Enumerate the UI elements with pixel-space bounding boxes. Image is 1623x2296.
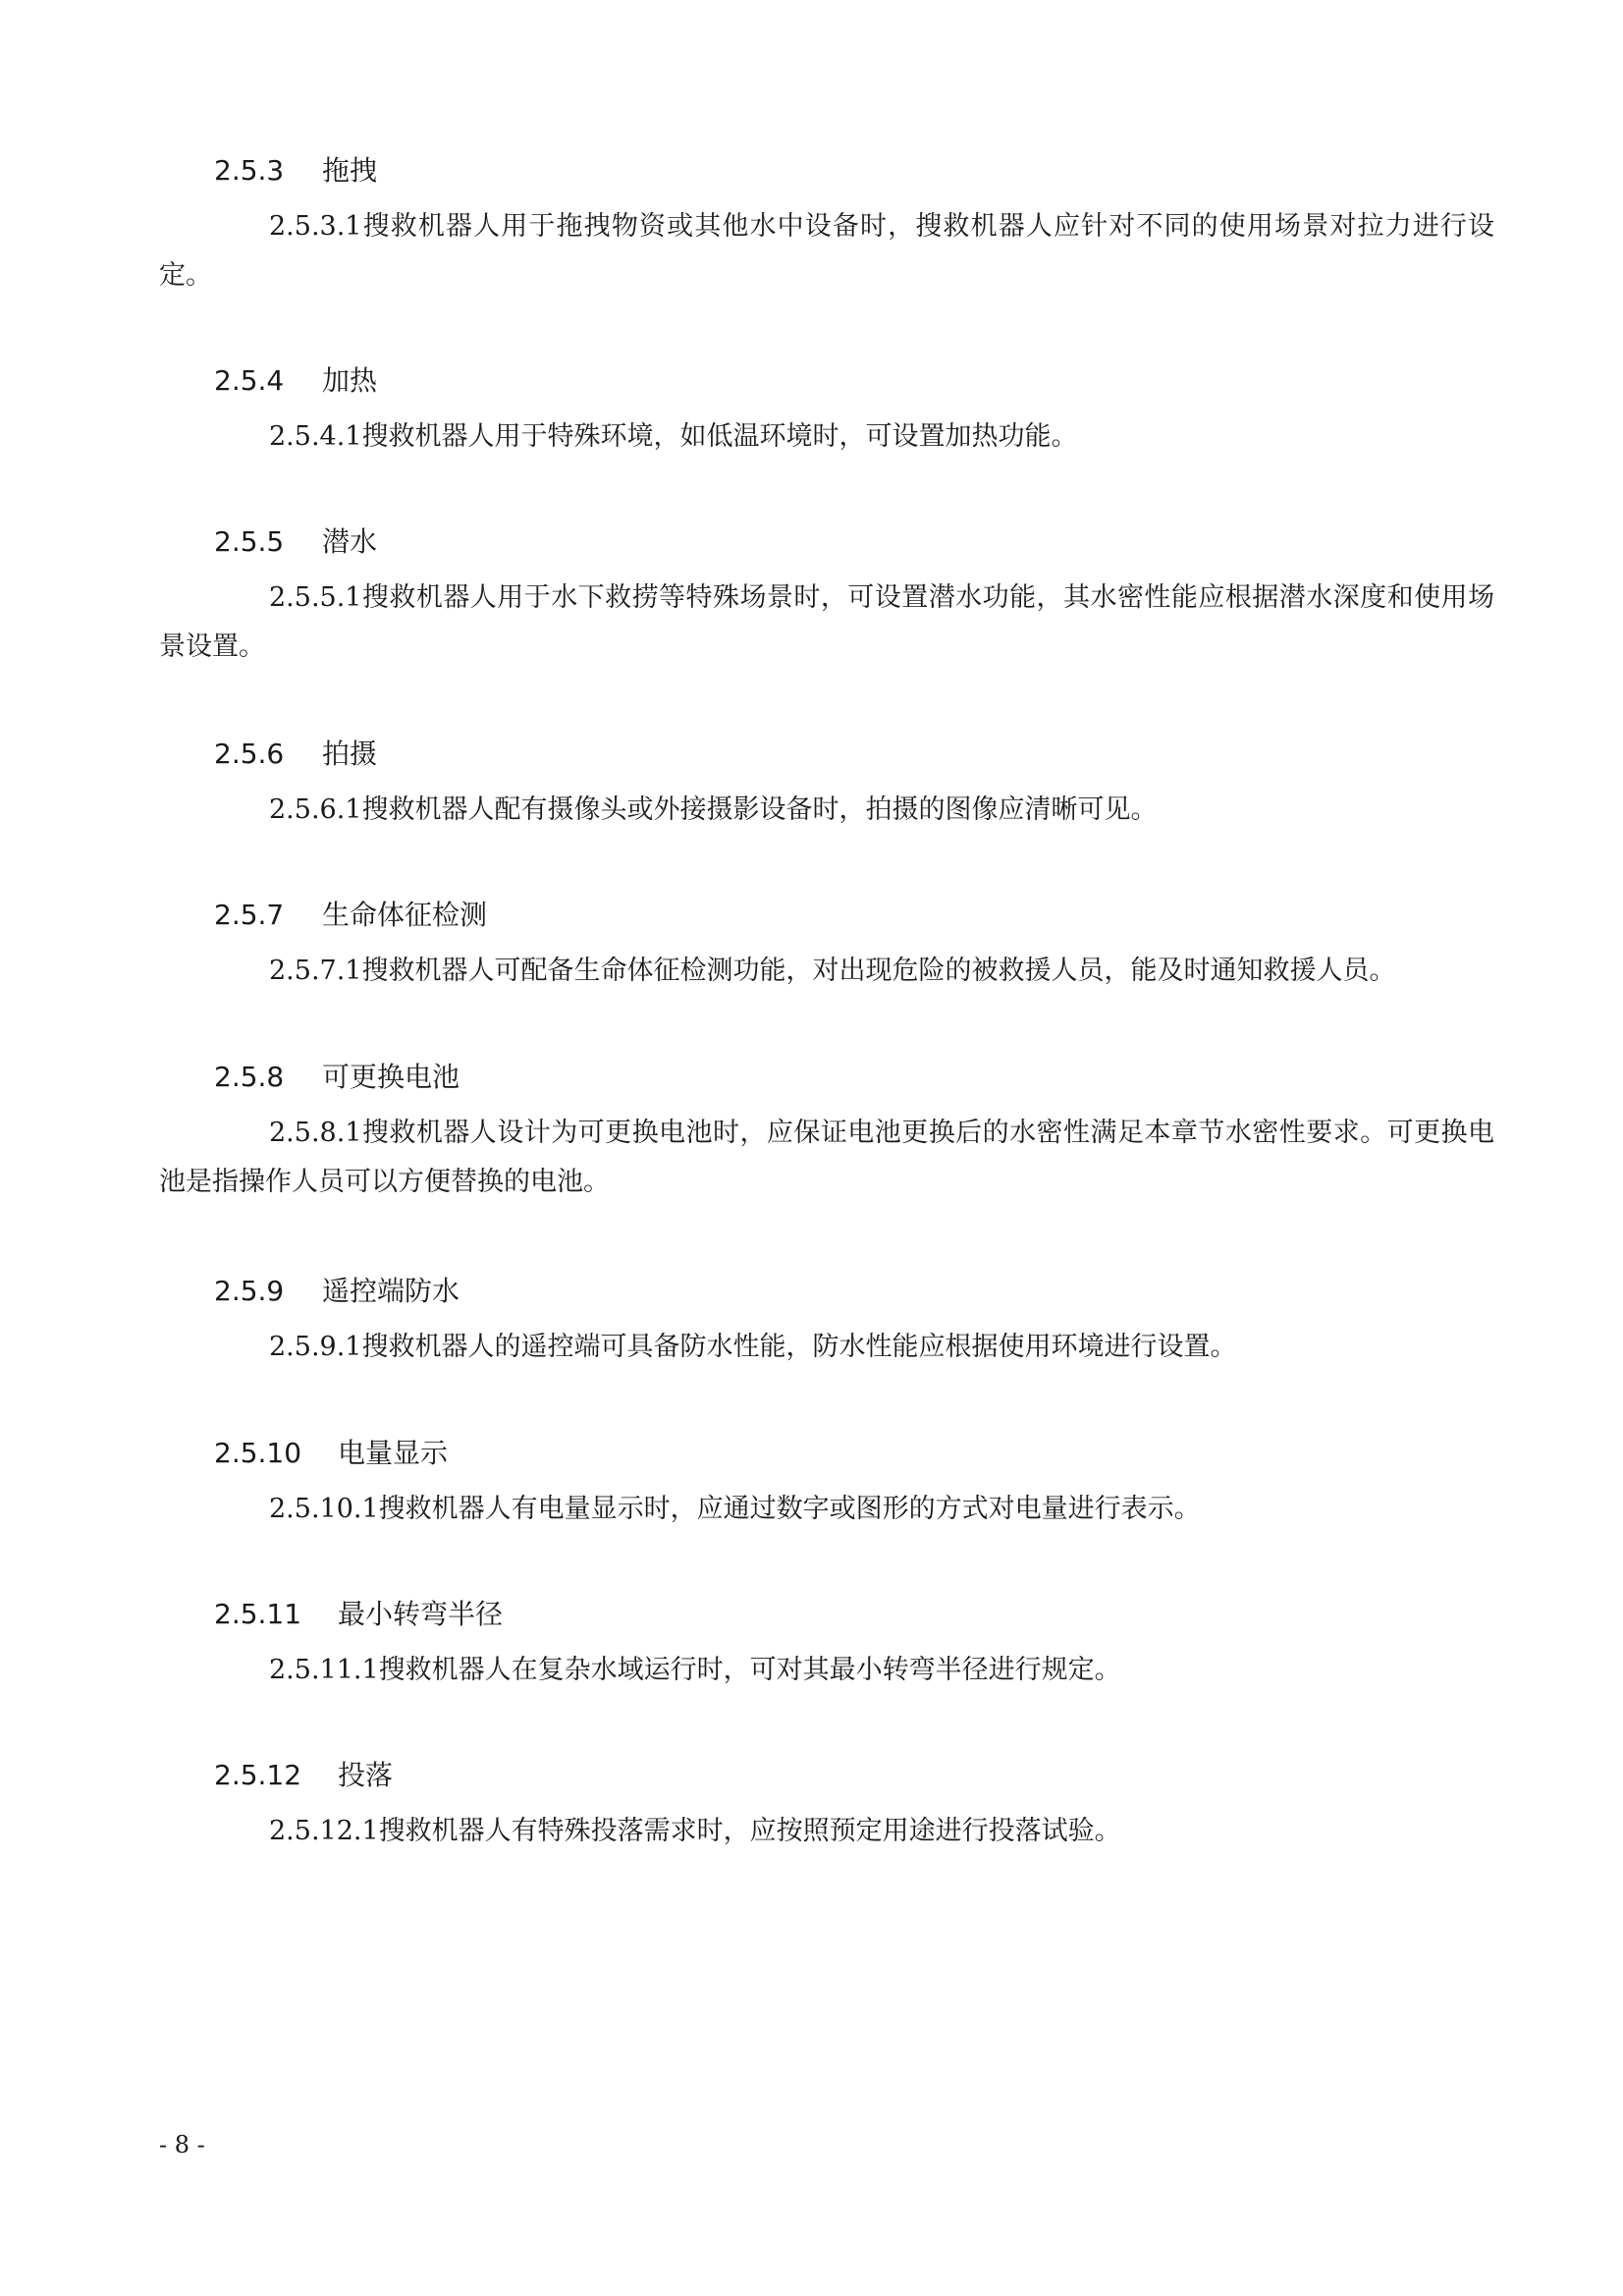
section-number: 2.5.5 xyxy=(214,525,285,558)
clause-text: 搜救机器人有特殊投落需求时，应按照预定用途进行投落试验。 xyxy=(378,1816,1121,1846)
section-2-5-7 xyxy=(159,896,1494,996)
clause-number: 2.5.4.1 xyxy=(269,421,362,452)
section-title: 拖拽 xyxy=(322,154,378,187)
clause-text: 搜救机器人用于特殊环境，如低温环境时，可设置加热功能。 xyxy=(361,421,1078,452)
clause-text: 搜救机器人的遥控端可具备防水性能，防水性能应根据使用环境进行设置。 xyxy=(361,1332,1237,1362)
section-heading xyxy=(159,522,1494,562)
clause-paragraph xyxy=(159,1646,1494,1695)
clause-paragraph xyxy=(159,574,1494,672)
clause-number: 2.5.3.1 xyxy=(269,211,362,242)
section-number: 2.5.4 xyxy=(214,364,285,397)
section-heading xyxy=(159,1434,1494,1473)
clause-text: 搜救机器人配有摄像头或外接摄影设备时，拍摄的图像应清晰可见。 xyxy=(361,794,1158,825)
clause-text: 搜救机器人用于拖拽物资或其他水中设备时，搜救机器人应针对不同的使用场景对拉力进行设定。 xyxy=(159,211,1494,291)
clause-text: 搜救机器人设计为可更换电池时，应保证电池更换后的水密性满足本章节水密性要求。可更换电池是指操作人员可以方便替换的电池。 xyxy=(159,1118,1494,1197)
section-title: 潜水 xyxy=(322,525,378,558)
clause-number: 2.5.5.1 xyxy=(269,582,362,613)
clause-paragraph xyxy=(159,412,1494,462)
section-number: 2.5.11 xyxy=(214,1598,302,1630)
section-number: 2.5.3 xyxy=(214,154,285,187)
clause-text: 搜救机器人在复杂水域运行时，可对其最小转弯半径进行规定。 xyxy=(378,1655,1121,1685)
section-2-5-6 xyxy=(159,735,1494,835)
section-number: 2.5.7 xyxy=(214,899,285,931)
section-title: 遥控端防水 xyxy=(322,1275,460,1307)
clause-number: 2.5.9.1 xyxy=(269,1332,362,1362)
clause-number: 2.5.7.1 xyxy=(269,956,362,986)
section-2-5-4 xyxy=(159,361,1494,462)
clause-number: 2.5.8.1 xyxy=(269,1118,362,1148)
section-title: 加热 xyxy=(322,364,378,397)
section-number: 2.5.9 xyxy=(214,1275,285,1307)
section-heading xyxy=(159,361,1494,401)
section-heading xyxy=(159,1272,1494,1311)
clause-text: 搜救机器人有电量显示时，应通过数字或图形的方式对电量进行表示。 xyxy=(378,1494,1201,1524)
section-title: 生命体征检测 xyxy=(322,899,488,931)
clause-number: 2.5.11.1 xyxy=(269,1655,379,1685)
section-heading xyxy=(159,896,1494,935)
section-heading xyxy=(159,1756,1494,1795)
clause-text: 搜救机器人用于水下救捞等特殊场景时，可设置潜水功能，其水密性能应根据潜水深度和使用场景设置。 xyxy=(159,582,1494,662)
clause-paragraph xyxy=(159,1485,1494,1534)
clause-paragraph xyxy=(159,1109,1494,1207)
section-number: 2.5.12 xyxy=(214,1759,302,1791)
section-title: 投落 xyxy=(338,1759,394,1791)
section-number: 2.5.10 xyxy=(214,1437,302,1469)
clause-paragraph xyxy=(159,947,1494,996)
section-heading xyxy=(159,1595,1494,1634)
section-2-5-10 xyxy=(159,1434,1494,1534)
section-title: 电量显示 xyxy=(338,1437,449,1469)
section-2-5-12 xyxy=(159,1756,1494,1856)
clause-text: 搜救机器人可配备生命体征检测功能，对出现危险的被救援人员，能及时通知救援人员。 xyxy=(361,956,1396,986)
section-2-5-8 xyxy=(159,1058,1494,1207)
section-number: 2.5.6 xyxy=(214,738,285,770)
clause-number: 2.5.12.1 xyxy=(269,1816,379,1846)
section-title: 拍摄 xyxy=(322,738,378,770)
clause-paragraph xyxy=(159,202,1494,301)
section-title: 可更换电池 xyxy=(322,1061,460,1093)
section-2-5-5 xyxy=(159,522,1494,672)
page-number: - 8 - xyxy=(159,2131,205,2159)
clause-number: 2.5.6.1 xyxy=(269,794,362,825)
clause-number: 2.5.10.1 xyxy=(269,1494,379,1524)
section-2-5-11 xyxy=(159,1595,1494,1695)
section-number: 2.5.8 xyxy=(214,1061,285,1093)
section-heading xyxy=(159,735,1494,774)
clause-paragraph xyxy=(159,786,1494,835)
section-heading xyxy=(159,1058,1494,1097)
section-heading xyxy=(159,151,1494,191)
section-title: 最小转弯半径 xyxy=(338,1598,504,1630)
section-2-5-9 xyxy=(159,1272,1494,1372)
clause-paragraph xyxy=(159,1807,1494,1856)
section-2-5-3 xyxy=(159,151,1494,301)
clause-paragraph xyxy=(159,1323,1494,1372)
